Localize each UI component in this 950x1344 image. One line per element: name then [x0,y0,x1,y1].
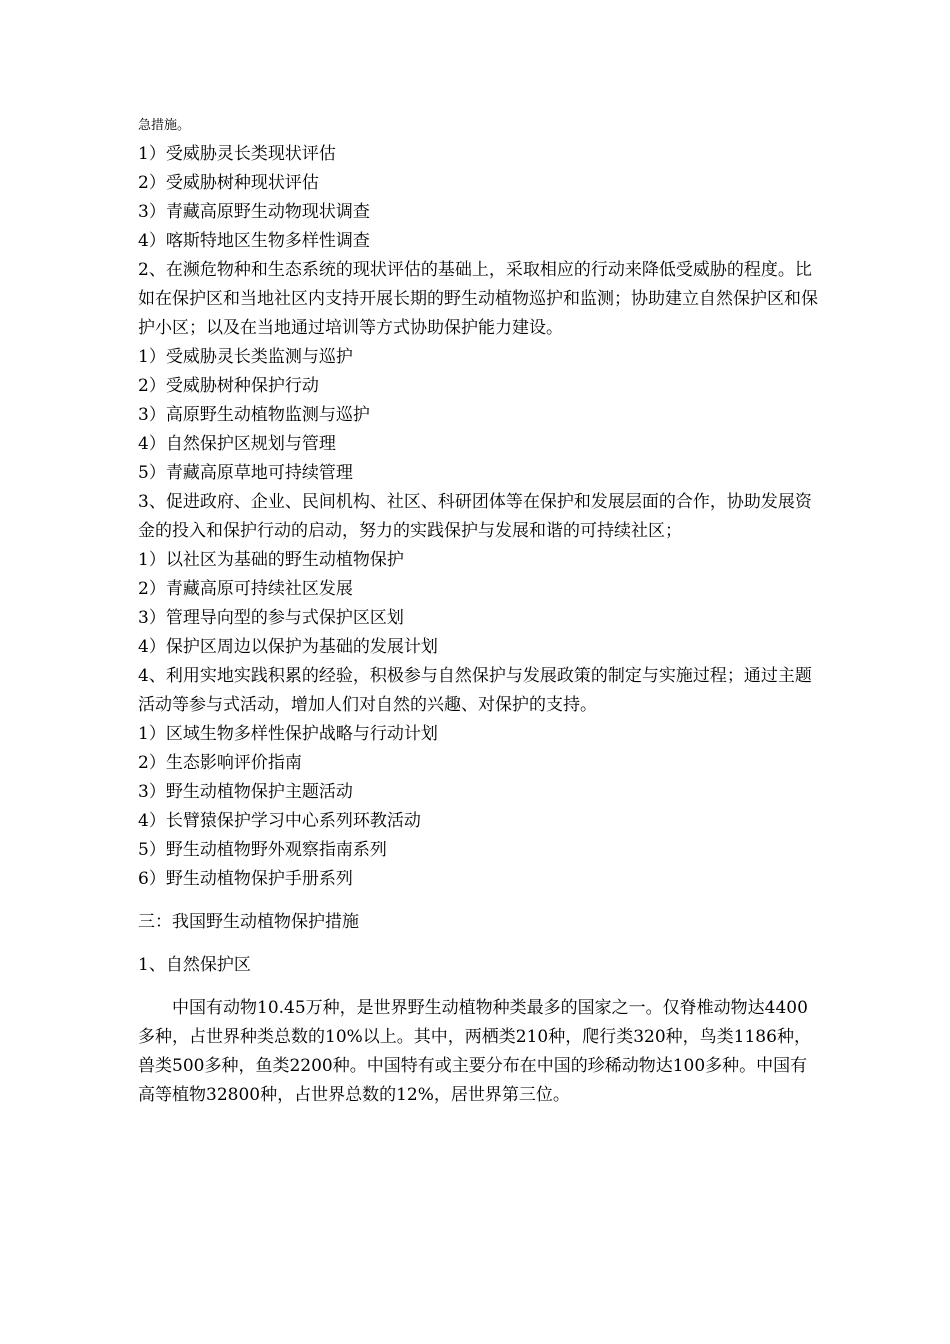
cooperation-list [138,546,818,662]
point-4-paragraph: 4、利用实地实践积累的经验，积极参与自然保护与发展政策的制定与实施过程；通过主题活动等参与式活动，增加人们对自然的兴趣、对保护的支持。 [138,666,812,715]
list-item: 5）野生动植物野外观察指南系列 [138,840,387,860]
list-item: 1）以社区为基础的野生动植物保护 [138,550,404,570]
spacer [138,937,818,951]
list-item: 6）野生动植物保护手册系列 [138,869,353,889]
list-item: 4）喀斯特地区生物多样性调查 [138,231,370,251]
body-paragraph: 中国有动物10.45万种，是世界野生动植物种类最多的国家之一。仅脊椎动物达4400多种，占世界种类总数的10%以上。其中，两栖类210种，爬行类320种，鸟类1186种，兽类500多种，鱼类2200种。中国特有或主要分布在中国的珍稀动物达100多种。中国有高等植物32800种，占世界总数的12%，居世界第三位。 [138,998,811,1105]
list-item: 5）青藏高原草地可持续管理 [138,463,353,483]
list-item: 1）受威胁灵长类现状评估 [138,144,336,164]
list-item: 3）高原野生动植物监测与巡护 [138,405,370,425]
spacer [138,980,818,994]
continued-text-fragment: 急措施。 [138,118,191,133]
list-item: 3）青藏高原野生动物现状调查 [138,202,370,222]
point-2-paragraph: 2、在濒危物种和生态系统的现状评估的基础上，采取相应的行动来降低受威胁的程度。比如在保护区和当地社区内支持开展长期的野生动植物巡护和监测；协助建立自然保护区和保护小区；以及在当地通过培训等方式协助保护能力建设。 [138,260,818,338]
policy-list [138,720,818,894]
list-item: 4）长臂猿保护学习中心系列环教活动 [138,811,421,831]
document-page [138,112,818,1110]
section-heading: 三：我国野生动植物保护措施 [138,912,359,932]
list-item: 4）保护区周边以保护为基础的发展计划 [138,637,438,657]
spacer [138,894,818,908]
list-item: 2）受威胁树种保护行动 [138,376,319,396]
action-list [138,343,818,488]
list-item: 4）自然保护区规划与管理 [138,434,336,454]
list-item: 3）管理导向型的参与式保护区区划 [138,608,404,628]
list-item: 3）野生动植物保护主题活动 [138,782,353,802]
list-item: 1）区域生物多样性保护战略与行动计划 [138,724,438,744]
point-3-paragraph: 3、促进政府、企业、民间机构、社区、科研团体等在保护和发展层面的合作，协助发展资金的投入和保护行动的启动，努力的实践保护与发展和谐的可持续社区； [138,492,812,541]
list-item: 2）受威胁树种现状评估 [138,173,319,193]
subsection-heading: 1、自然保护区 [138,955,251,975]
list-item: 2）生态影响评价指南 [138,753,302,773]
list-item: 1）受威胁灵长类监测与巡护 [138,347,353,367]
assessment-list [138,140,818,256]
list-item: 2）青藏高原可持续社区发展 [138,579,353,599]
